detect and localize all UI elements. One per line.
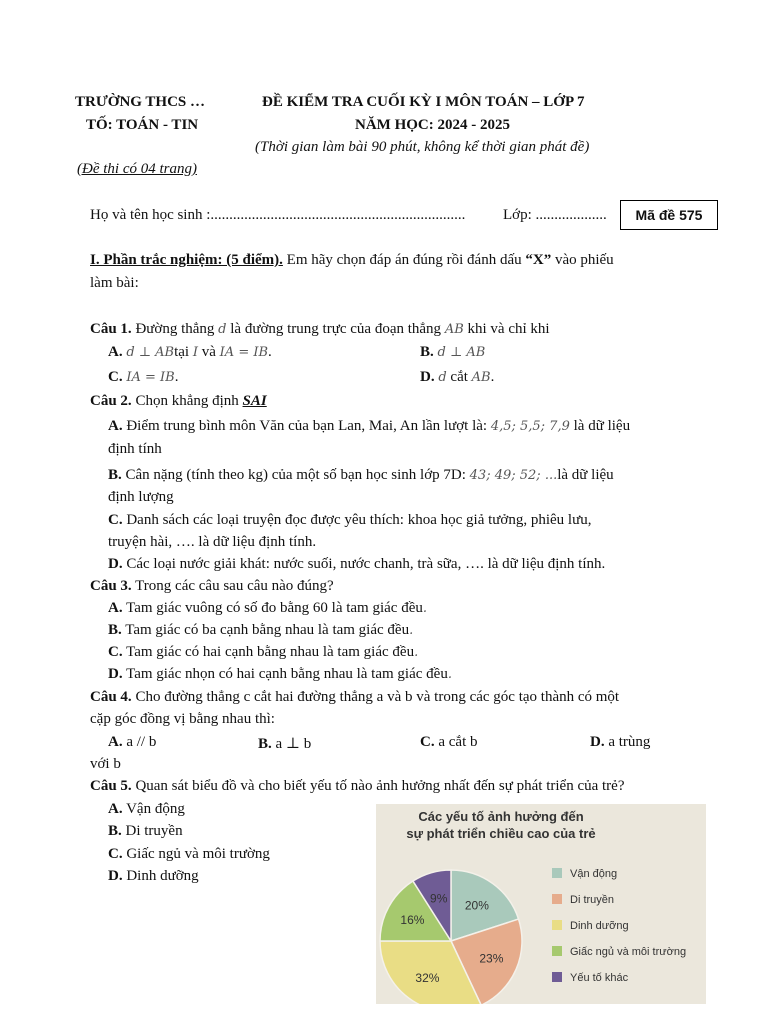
- section1-instruction-cont: làm bài:: [90, 275, 139, 291]
- option-label: C.: [108, 512, 123, 528]
- question-label: Câu 2.: [90, 393, 132, 409]
- pie-slice-label-1: 23%: [479, 951, 504, 966]
- pie-chart: [376, 804, 706, 1004]
- q4-option-c[interactable]: [420, 734, 477, 751]
- chart-title-line1: Các yếu tố ảnh hưởng đến: [418, 809, 584, 824]
- option-text: Các loại nước giải khát: nước suối, nước chanh, trà sữa, …. là dữ liệu định tính.: [122, 556, 606, 572]
- math-expr: 43; 49; 52; ...: [469, 468, 558, 483]
- question-2: [90, 393, 267, 410]
- option-text: Giấc ngủ và môi trường: [122, 846, 270, 862]
- question-4-cont: cặp góc đồng vị bằng nhau thì:: [90, 711, 275, 727]
- question-label: Câu 5.: [90, 778, 132, 794]
- q4-option-d-cont: với b: [90, 756, 121, 772]
- math-expr: d ⊥ AB: [126, 345, 175, 360]
- q4-option-b[interactable]: [258, 734, 311, 753]
- q2-option-d[interactable]: [108, 556, 605, 573]
- q4-option-d[interactable]: [590, 734, 650, 751]
- q1-text: khi và chỉ khi: [463, 321, 550, 337]
- math-expr: .: [422, 601, 427, 616]
- legend-label-1: Di truyền: [570, 894, 615, 906]
- pie-slice-label-4: 9%: [430, 891, 448, 906]
- option-label: A.: [108, 344, 123, 360]
- math-expr: AB: [471, 370, 491, 385]
- option-label: D.: [108, 666, 123, 682]
- question-1: [90, 321, 550, 338]
- question-label: Câu 3.: [90, 578, 132, 594]
- q2-text: Chọn khẳng định: [131, 393, 243, 409]
- q5-option-c[interactable]: [108, 846, 270, 863]
- math-expr: .: [414, 645, 419, 660]
- section1-heading: I. Phần trắc nghiệm: (5 điểm).: [90, 252, 283, 268]
- pie-slice-label-0: 20%: [464, 898, 489, 913]
- option-label: C.: [108, 369, 123, 385]
- legend-label-2: Dinh dưỡng: [570, 920, 629, 932]
- math-expr: I: [192, 345, 198, 360]
- pages-note: (Đề thi có 04 trang): [77, 161, 197, 177]
- option-label: B.: [108, 823, 122, 839]
- option-text: cắt: [446, 369, 472, 385]
- pie-slice-label-3: 16%: [400, 912, 425, 927]
- question-5: [90, 778, 624, 795]
- option-label: A.: [108, 418, 123, 434]
- q3-option-a[interactable]: [108, 600, 427, 617]
- q3-option-d[interactable]: [108, 666, 452, 683]
- option-label: D.: [420, 369, 435, 385]
- question-label: Câu 1.: [90, 321, 132, 337]
- q1-option-b[interactable]: [420, 344, 485, 361]
- math-expr: AB: [444, 322, 464, 337]
- chart-title-line2: sự phát triển chiều cao của trẻ: [406, 826, 596, 841]
- math-expr: .: [447, 667, 452, 682]
- q2-option-a[interactable]: [108, 418, 630, 435]
- option-label: C.: [108, 846, 123, 862]
- time-note: (Thời gian làm bài 90 phút, không kể thời gian phát đề): [255, 139, 590, 155]
- question-label: Câu 4.: [90, 689, 132, 705]
- q5-option-b[interactable]: [108, 823, 183, 840]
- math-expr: IA = IB: [126, 370, 175, 385]
- instruction-text-end: vào phiếu: [551, 252, 614, 268]
- school-year: NĂM HỌC: 2024 - 2025: [355, 117, 510, 133]
- legend-label-0: Vận động: [570, 868, 618, 880]
- option-label: B.: [258, 736, 272, 752]
- math-expr: IA = IB: [219, 345, 269, 360]
- math-expr: d: [218, 322, 227, 337]
- option-label: A.: [108, 600, 123, 616]
- q1-text: Đường thẳng: [131, 321, 219, 337]
- q4-text: Cho đường thẳng c cắt hai đường thẳng a và b và trong các góc tạo thành có một: [131, 689, 620, 705]
- option-text: .: [268, 344, 272, 360]
- q2-option-b-cont: định lượng: [108, 489, 174, 505]
- math-expr: d ⊥ AB: [437, 345, 486, 360]
- instruction-text: Em hãy chọn đáp án đúng rồi đánh dấu: [282, 252, 526, 268]
- pie-chart-panel: [376, 804, 706, 1004]
- option-text: a // b: [122, 734, 157, 750]
- option-text: .: [174, 369, 179, 385]
- q3-option-c[interactable]: [108, 644, 418, 661]
- class-label: Lớp: ...................: [503, 207, 607, 223]
- q1-option-a[interactable]: [108, 344, 272, 361]
- math-expr: d: [438, 370, 447, 385]
- q5-text: Quan sát biểu đồ và cho biết yếu tố nào ảnh hưởng nhất đến sự phát triển của trẻ?: [131, 778, 625, 794]
- legend-swatch-0: [552, 868, 562, 878]
- q1-text: là đường trung trực của đoạn thẳng: [226, 321, 445, 337]
- q4-option-a[interactable]: [108, 734, 156, 751]
- q1-option-d[interactable]: [420, 369, 494, 386]
- question-3: [90, 578, 334, 595]
- option-label: D.: [108, 868, 123, 884]
- q3-text: Trong các câu sau câu nào đúng?: [131, 578, 334, 594]
- option-label: D.: [108, 556, 123, 572]
- option-text: Tam giác nhọn có hai cạnh bằng nhau là tam giác đều: [122, 666, 448, 682]
- student-name-label: Họ và tên học sinh :....................................................................: [90, 207, 466, 223]
- option-text: Dinh dưỡng: [122, 868, 199, 884]
- option-text: Tam giác có ba cạnh bằng nhau là tam giác đều: [121, 622, 410, 638]
- option-text: a ⊥ b: [271, 736, 312, 752]
- q2-option-c-cont: truyện hài, …. là dữ liệu định tính.: [108, 534, 317, 550]
- option-text: Điểm trung bình môn Văn của bạn Lan, Mai, An lần lượt là:: [122, 418, 491, 434]
- option-label: C.: [108, 644, 123, 660]
- legend-label-4: Yếu tố khác: [570, 972, 629, 984]
- option-label: C.: [420, 734, 435, 750]
- option-text: Tam giác có hai cạnh bằng nhau là tam giác đều: [122, 644, 415, 660]
- option-label: B.: [420, 344, 434, 360]
- legend-swatch-4: [552, 972, 562, 982]
- option-text: a trùng: [604, 734, 651, 750]
- section1-instruction: [90, 252, 614, 269]
- legend-swatch-3: [552, 946, 562, 956]
- q5-option-a[interactable]: [108, 801, 185, 818]
- exam-code-box: Mã đề 575: [620, 200, 718, 230]
- option-text: Danh sách các loại truyện đọc được yêu thích: khoa học giả tưởng, phiêu lưu,: [122, 512, 592, 528]
- legend-swatch-2: [552, 920, 562, 930]
- option-label: D.: [590, 734, 605, 750]
- option-label: B.: [108, 467, 122, 483]
- legend-label-3: Giấc ngủ và môi trường: [570, 946, 687, 958]
- option-text: a cắt b: [434, 734, 478, 750]
- school-name: TRƯỜNG THCS …: [75, 94, 206, 110]
- mark-symbol: “X”: [525, 252, 552, 268]
- option-text: Tam giác vuông có số đo bằng 60 là tam giác đều: [122, 600, 423, 616]
- option-label: A.: [108, 801, 123, 817]
- q5-option-d[interactable]: [108, 868, 199, 885]
- option-label: B.: [108, 622, 122, 638]
- q3-option-b[interactable]: [108, 622, 413, 639]
- q1-option-c[interactable]: [108, 369, 178, 386]
- option-text: Di truyền: [121, 823, 183, 839]
- q2-option-a-cont: định tính: [108, 441, 162, 457]
- option-text: và: [198, 344, 220, 360]
- option-label: A.: [108, 734, 123, 750]
- option-text: Vận động: [122, 801, 185, 817]
- emphasis-word: SAI: [242, 393, 267, 409]
- option-text: .: [490, 369, 495, 385]
- question-4: [90, 689, 619, 706]
- exam-title: ĐỀ KIỂM TRA CUỐI KỲ I MÔN TOÁN – LỚP 7: [262, 94, 585, 110]
- option-text: tại: [174, 344, 193, 360]
- team-name: TỐ: TOÁN - TIN: [86, 117, 199, 133]
- option-text: là dữ liệu: [557, 467, 614, 483]
- q2-option-b[interactable]: [108, 467, 614, 484]
- option-text: Cân nặng (tính theo kg) của một số bạn học sinh lớp 7D:: [121, 467, 470, 483]
- q2-option-c[interactable]: [108, 512, 591, 529]
- legend-swatch-1: [552, 894, 562, 904]
- option-text: là dữ liệu: [569, 418, 631, 434]
- math-expr: 4,5; 5,5; 7,9: [490, 419, 570, 434]
- math-expr: .: [409, 623, 414, 638]
- pie-slice-label-2: 32%: [415, 971, 440, 986]
